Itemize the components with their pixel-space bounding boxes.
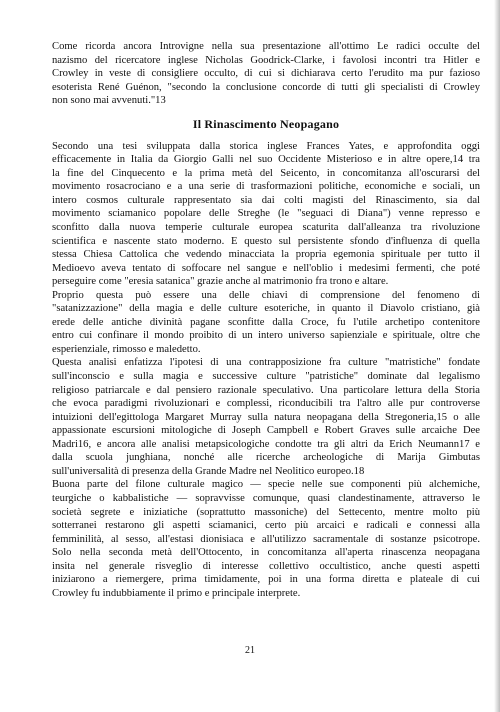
- text-line: stessa Chiesa Cattolica che vedendo minacciata la propria egemonia spirituale per tutto il: [52, 249, 480, 261]
- text-line: femminilità, al sesso, all'estasi dionisiaca e all'utilizzo sacramentale di sostanze psicotrope.: [52, 533, 480, 545]
- text-line: Come ricorda ancora Introvigne nella sua presentazione all'ottimo Le radici occulte del: [52, 41, 480, 52]
- text-line: che evoca paradigmi rivoluzionari e complessi, riconducibili tra l'altro alle pur controverse: [52, 398, 480, 410]
- text-line: esoterista René Guénon, "secondo la conclusione concorde di tutti gli specialisti di Crowley: [52, 81, 480, 93]
- text-line: religioso patriarcale e dal pensiero razionale speculativo. Una particolare lettura della Storia: [52, 384, 480, 396]
- intro-paragraph: [52, 40, 480, 108]
- section-title: Il Rinascimento Neopagano: [192, 116, 340, 131]
- text-line: sconfitto dalla nuova temperie culturale europea scaturita dall'alleanza tra rivoluzione: [52, 222, 480, 234]
- page-body: [52, 40, 480, 600]
- text-line: insita nel generale risveglio di interesse collettivo occultistico, anche questi aspetti: [52, 560, 480, 572]
- text-line: esperienziale, rimosso e maledetto.: [52, 343, 201, 355]
- text-line: società segrete e iniziatiche (soprattutto massoniche) del Settecento, mentre molto più: [52, 506, 480, 518]
- text-line: Secondo una tesi sviluppata dalla storica inglese Frances Yates, e approfondita oggi: [52, 140, 480, 152]
- paragraph-1: [52, 140, 480, 289]
- text-line: Solo nella seconda metà dell'Ottocento, in concomitanza all'aperta rinascenza neopagana: [52, 547, 480, 559]
- text-line: iniziarono a riemergere, prima timidamente, poi in una forma diretta e plateale di cui: [52, 574, 480, 586]
- text-line: movimento sciamanico popolare delle Streghe (le "seguaci di Diana") venne represso e: [52, 208, 480, 220]
- paragraph-2: [52, 289, 480, 357]
- paragraph-4: [52, 478, 480, 600]
- text-line: Crowley fu indubbiamente il primo e principale interprete.: [52, 587, 301, 599]
- text-line: dalla scuola junghiana, nonché alle ricerche archeologiche di Marija Gimbutas: [52, 452, 480, 464]
- text-line: intero cosmos culturale rappresentato sia dai colti magisti del Rinascimento, sia dal: [52, 194, 480, 206]
- paragraph-3: [52, 356, 480, 478]
- text-line: entro cui confinare il mondo proibito di un intero universo sapienziale e spirituale, oltre che: [52, 330, 480, 342]
- text-line: la fine del Cinquecento e la prima metà del Seicento, in concomitanza all'oscurarsi del: [52, 167, 480, 179]
- text-line: scientifica e nascente stato moderno. E questo sul persistente sfondo d'influenza di quella: [52, 235, 480, 247]
- text-line: Proprio questa può essere una delle chiavi di comprensione del fenomeno di: [52, 289, 480, 301]
- text-line: sull'inconscio e sulla magia e successive culture "patristiche" dominate dal legalismo: [52, 371, 480, 383]
- text-line: Medioevo aveva tentato di soffocare nel sangue e nell'oblio i medesimi fermenti, che poté: [52, 262, 480, 274]
- text-line: Madri16, e ancora alle analisi metapsicologiche condotte tra gli altri da Erich Neumann17 e: [52, 438, 480, 450]
- text-line: teurgiche o kabbalistiche — sopravvisse comunque, quasi clandestinamente, attraverso le: [52, 492, 480, 504]
- text-line: appassionate escursioni mitologiche di Joseph Campbell e Robert Graves sulle arcaiche Dee: [52, 425, 480, 437]
- text-line: perseguire come "eresia satanica" grazie anche al matrimonio fra trono e altare.: [52, 276, 389, 288]
- page-number: 21: [245, 645, 255, 656]
- text-line: sull'universalità di presenza della Grande Madre nel Neolitico europeo.18: [52, 465, 365, 477]
- text-line: movimento rosacrociano e a una serie di trasformazioni politiche, economiche e sociali, un: [52, 181, 480, 193]
- text-line: Questa analisi enfatizza l'ipotesi di una contrapposizione fra culture "matristiche" fondate: [52, 357, 480, 369]
- text-line: "satanizzazione" della magia e delle culture esoteriche, in quanto il Diavolo cristiano, già: [52, 303, 480, 315]
- text-line: sotterranei restarono gli aspetti sciamanici, certo più arcaici e radicali e connessi alla: [52, 520, 480, 532]
- scan-shadow-edge: [494, 0, 500, 712]
- text-line: nazismo del ricercatore inglese Nicholas Goodrick-Clarke, i favolosi incontri tra Hitler e: [52, 54, 480, 66]
- text-line: efficacemente in Italia da Giorgio Galli nel suo Occidente Misterioso e in altre opere,14 tra: [52, 154, 480, 166]
- text-line: erede delle antiche divinità pagane sconfitte dalla Croce, fu l'utile archetipo contenitore: [52, 316, 480, 328]
- text-line: non sono mai avvenuti."13: [52, 95, 166, 107]
- text-line: intuizioni dell'egittologa Margaret Murray sulla natura neopagana della Stregoneria,15 o alle: [52, 411, 480, 423]
- text-line: Buona parte del filone culturale magico — specie nelle sue componenti più alchemiche,: [52, 479, 480, 491]
- text-line: Crowley in veste di consigliere occulto, di cui si dichiarava certo l'erudito ma pur fazioso: [52, 68, 480, 80]
